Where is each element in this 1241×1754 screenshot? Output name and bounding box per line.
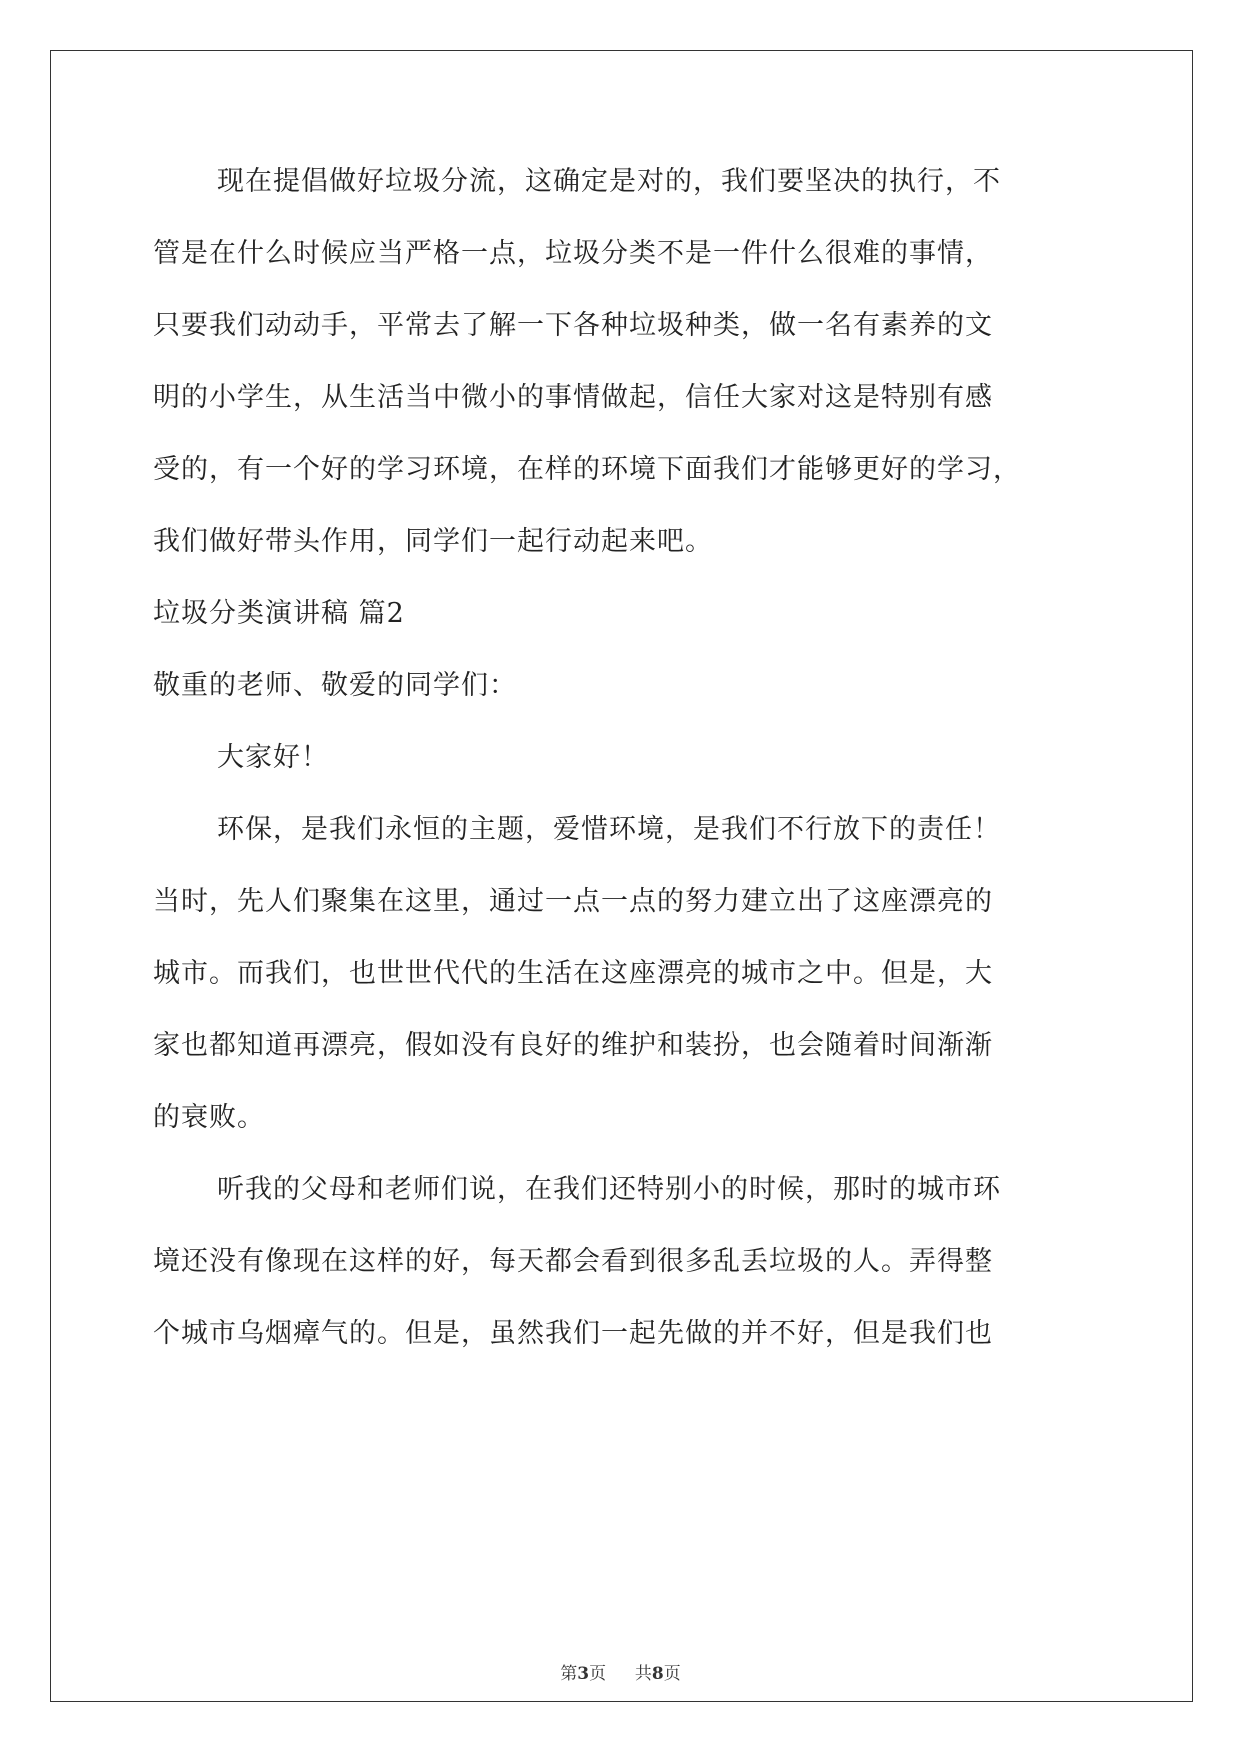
paragraph-line: 我们做好带头作用，同学们一起行动起来吧。 bbox=[153, 526, 713, 557]
page-total: 共8页 bbox=[634, 1664, 681, 1684]
paragraph-line: 个城市乌烟瘴气的。但是，虽然我们一起先做的并不好，但是我们也 bbox=[153, 1318, 993, 1349]
greeting: 大家好！ bbox=[217, 742, 329, 773]
paragraph-line: 当时，先人们聚集在这里，通过一点一点的努力建立出了这座漂亮的 bbox=[153, 886, 993, 917]
page-frame bbox=[50, 50, 1193, 1702]
section-heading: 垃圾分类演讲稿 篇2 bbox=[153, 598, 405, 629]
paragraph-line: 环保，是我们永恒的主题，爱惜环境，是我们不行放下的责任！ bbox=[217, 814, 1001, 845]
page-number: 第3页 bbox=[560, 1664, 607, 1684]
paragraph-line: 家也都知道再漂亮，假如没有良好的维护和装扮，也会随着时间渐渐 bbox=[153, 1030, 993, 1061]
paragraph-line: 只要我们动动手，平常去了解一下各种垃圾种类，做一名有素养的文 bbox=[153, 310, 993, 341]
paragraph-line: 的衰败。 bbox=[153, 1102, 265, 1133]
salutation: 敬重的老师、敬爱的同学们： bbox=[153, 670, 517, 701]
page-footer bbox=[0, 1659, 1241, 1684]
paragraph-line: 境还没有像现在这样的好，每天都会看到很多乱丢垃圾的人。弄得整 bbox=[153, 1246, 993, 1277]
paragraph-line: 听我的父母和老师们说，在我们还特别小的时候，那时的城市环 bbox=[217, 1174, 1001, 1205]
paragraph-line: 现在提倡做好垃圾分流，这确定是对的，我们要坚决的执行，不 bbox=[217, 166, 1001, 197]
paragraph-line: 明的小学生，从生活当中微小的事情做起，信任大家对这是特别有感 bbox=[153, 382, 993, 413]
paragraph-line: 受的，有一个好的学习环境，在样的环境下面我们才能够更好的学习， bbox=[153, 454, 1021, 485]
paragraph-line: 城市。而我们，也世世代代的生活在这座漂亮的城市之中。但是，大 bbox=[153, 958, 993, 989]
paragraph-line: 管是在什么时候应当严格一点，垃圾分类不是一件什么很难的事情， bbox=[153, 238, 993, 269]
